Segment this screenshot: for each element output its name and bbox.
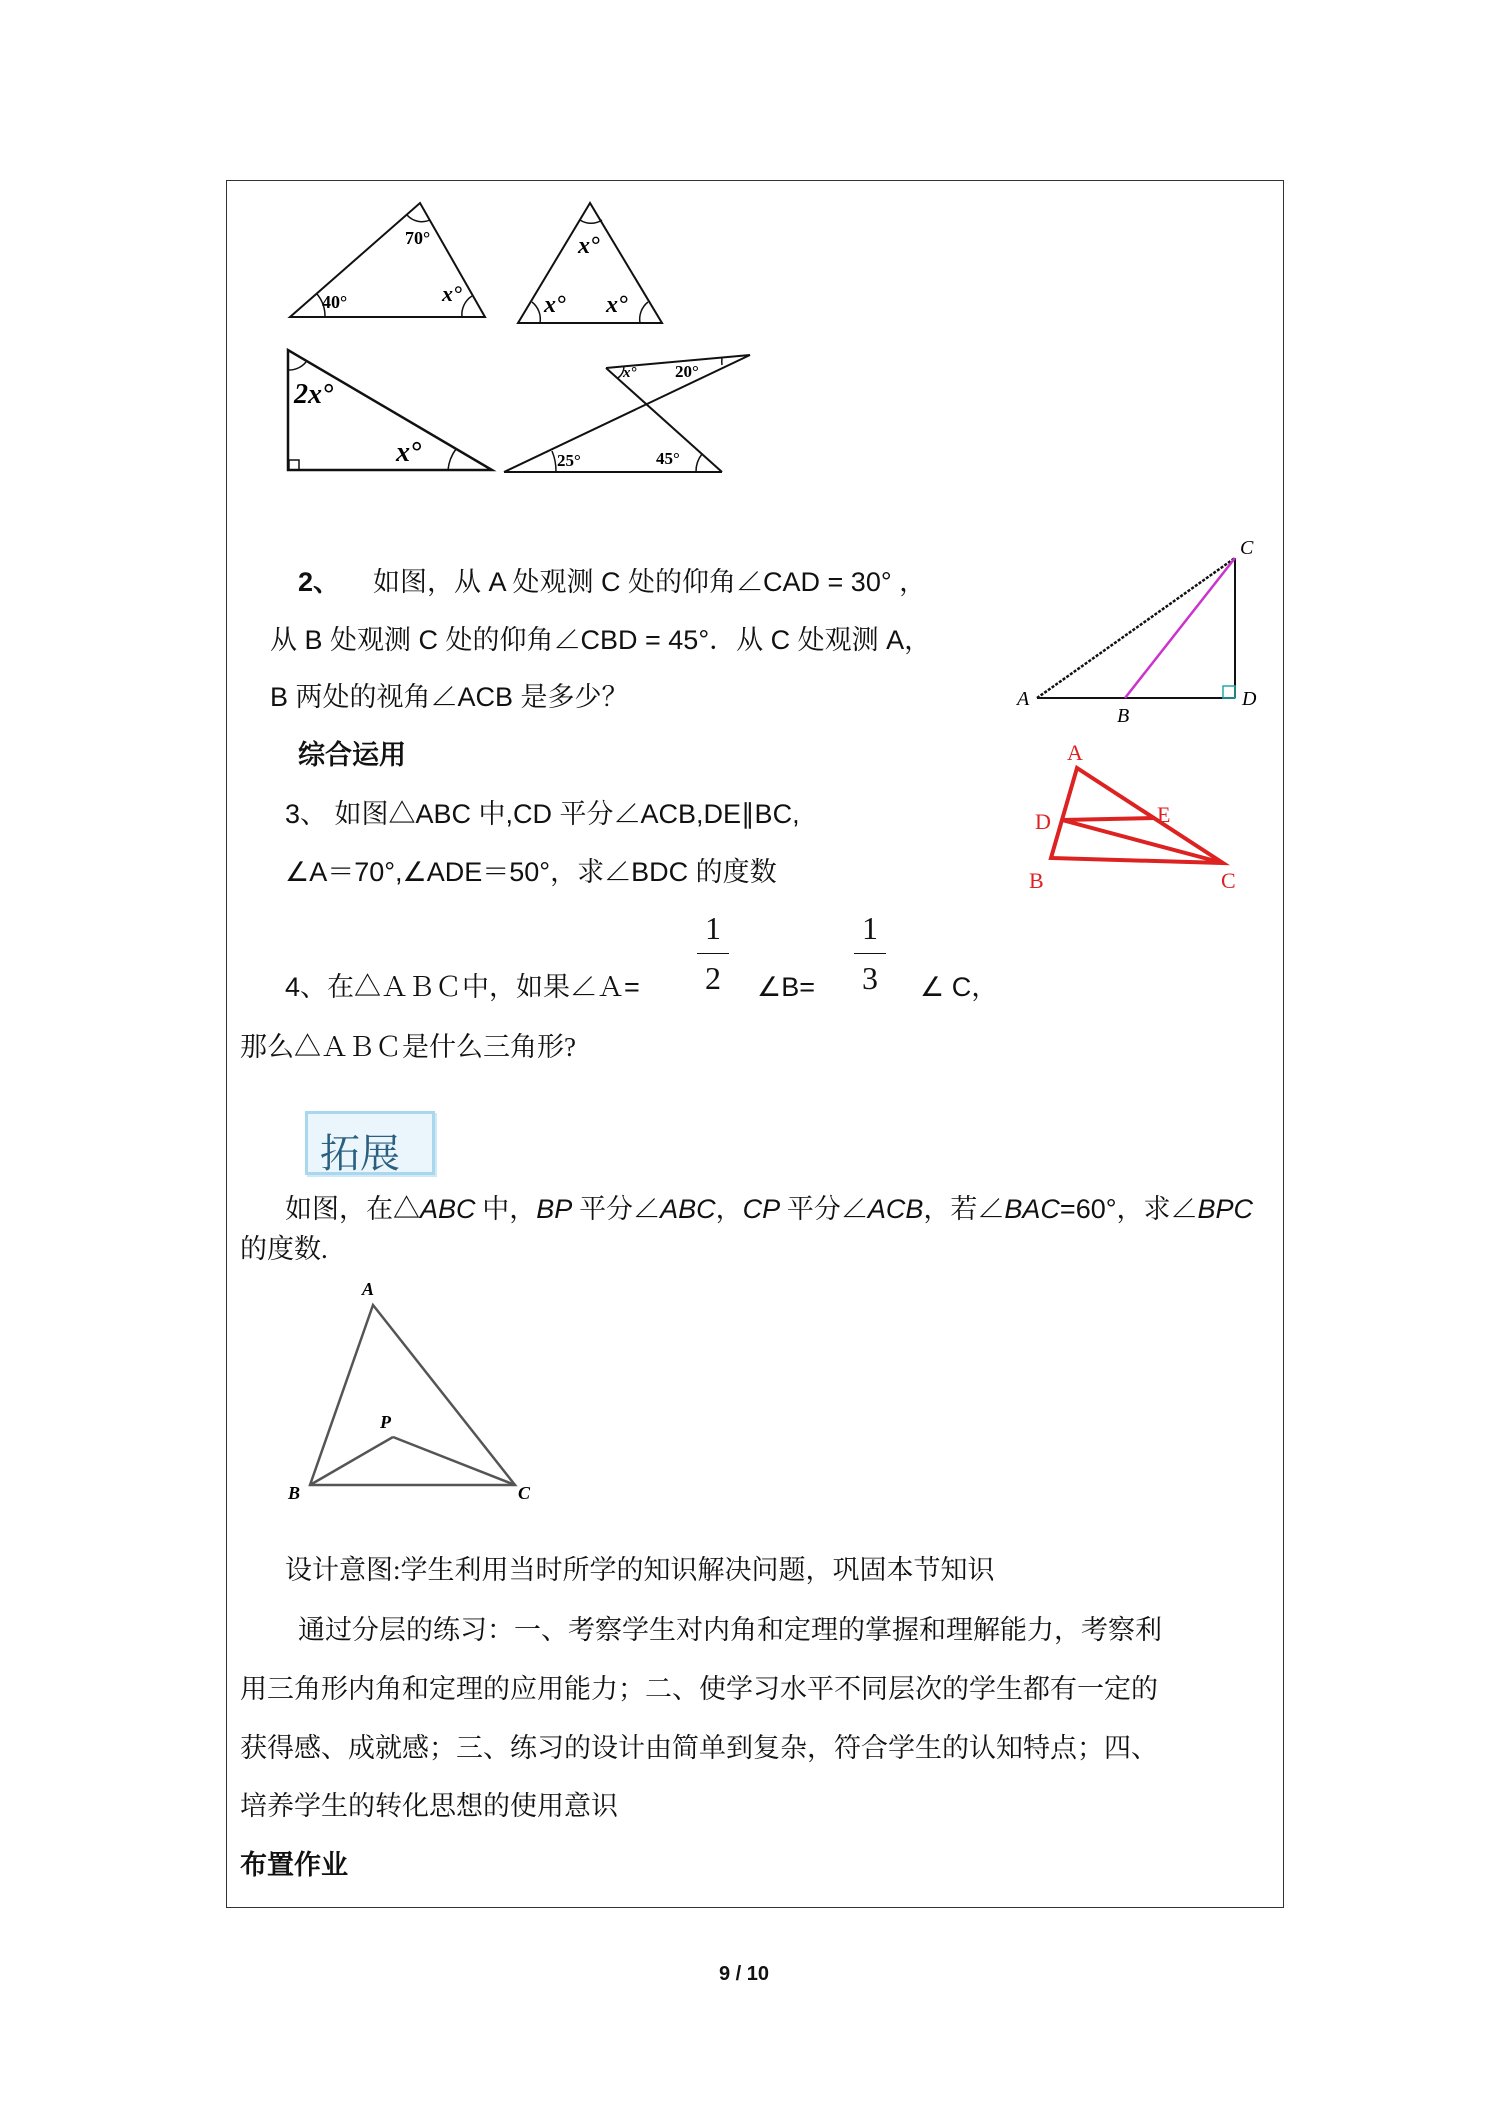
extension-badge [305, 1111, 435, 1175]
ext-text: 平分∠ [780, 1194, 868, 1224]
fraction-one-half [693, 910, 733, 997]
design-intent: 设计意图:学生利用当时所学的知识解决问题，巩固本节知识 [285, 1555, 995, 1585]
fraction-bar [854, 953, 886, 954]
label-D: D [1242, 688, 1257, 710]
label-D: D [1035, 809, 1051, 834]
ext-var: BPC [1197, 1194, 1254, 1224]
label-25: 25° [557, 451, 581, 470]
label-A: A [1067, 740, 1083, 765]
label-70: 70° [405, 228, 431, 248]
ext-text: 中， [475, 1194, 537, 1224]
q4-part3: ∠ C， [920, 972, 999, 1002]
intent-paragraph-line-2: 用三角形内角和定理的应用能力；二、使学习水平不同层次的学生都有一定的 [240, 1674, 1158, 1704]
ext-var: BP [536, 1194, 573, 1224]
section-comprehensive: 综合运用 [298, 740, 406, 770]
triangle-figure-3 [280, 345, 500, 480]
triangle-abc-red-figure [1025, 738, 1255, 898]
label-A: A [362, 1279, 375, 1299]
label-B: B [1117, 705, 1130, 725]
ext-text: =60°，求∠ [1059, 1194, 1198, 1224]
crossing-triangles-figure [500, 350, 760, 480]
label-40: 40° [322, 292, 348, 312]
label-E: E [1157, 802, 1171, 827]
ext-var: CP [742, 1194, 781, 1224]
ext-text: 如图，在△ [285, 1194, 420, 1224]
intent-paragraph-line-3: 获得感、成就感；三、练习的设计由简单到复杂，符合学生的认知特点；四、 [240, 1733, 1158, 1763]
ext-var: BAC [1004, 1194, 1060, 1224]
label-C: C [518, 1483, 531, 1503]
ext-line2: 的度数. [240, 1234, 328, 1264]
homework-heading: 布置作业 [240, 1850, 348, 1880]
elevation-angle-figure [1015, 530, 1270, 725]
label-x-top: x° [578, 233, 600, 259]
label-A: A [1017, 688, 1030, 710]
label-x-right: x° [606, 292, 628, 318]
intent-paragraph-line-4: 培养学生的转化思想的使用意识 [240, 1791, 618, 1821]
ext-text: ， [715, 1194, 743, 1224]
label-C: C [1221, 868, 1236, 893]
label-x-bottom: x° [396, 437, 422, 468]
q2-line1: 如图，从 A 处观测 C 处的仰角∠CAD = 30° ， [373, 567, 927, 597]
label-x: x° [442, 281, 462, 306]
fraction-numerator: 1 [705, 910, 721, 946]
label-B: B [1029, 868, 1044, 893]
label-C: C [1240, 537, 1254, 559]
label-B: B [288, 1483, 301, 1503]
fraction-one-third [850, 910, 890, 997]
fraction-numerator: 1 [862, 910, 878, 946]
q4-part1: 4、在△ＡＢＣ中，如果∠Ａ= [285, 972, 640, 1002]
ext-text: 平分∠ [572, 1194, 661, 1224]
q4-part2: ∠B= [757, 972, 815, 1002]
triangle-figure-2 [510, 195, 675, 330]
extension-badge-label: 拓展 [320, 1131, 400, 1177]
intent-paragraph-line-1: 通过分层的练习：一、考察学生对内角和定理的掌握和理解能力，考察利 [298, 1615, 1162, 1645]
fraction-bar [697, 953, 729, 954]
q3-line1: 3、 如图△ABC 中,CD 平分∠ACB,DE∥BC, [285, 799, 800, 829]
q2-line3: B 两处的视角∠ACB 是多少？ [270, 682, 629, 712]
q2-number: 2、 [298, 567, 341, 597]
q3-line2: ∠A＝70°,∠ADE＝50°，求∠BDC 的度数 [285, 857, 777, 887]
ext-text: ，若∠ [923, 1194, 1005, 1224]
triangle-figure-1 [280, 195, 500, 325]
label-P: P [380, 1412, 391, 1432]
fraction-denominator: 3 [862, 960, 878, 996]
ext-line1 [285, 1192, 1253, 1226]
ext-var: ACB [867, 1194, 924, 1224]
label-45: 45° [656, 449, 680, 468]
label-x-left: x° [544, 292, 566, 318]
fraction-denominator: 2 [705, 960, 721, 996]
page-number: 9 / 10 [718, 1963, 770, 1985]
label-2x: 2x° [294, 379, 334, 410]
q4-line2: 那么△ＡＢＣ是什么三角形? [240, 1032, 576, 1062]
ext-var: ABC [660, 1194, 716, 1224]
label-x-small: x° [623, 365, 637, 381]
label-20: 20° [675, 362, 699, 381]
triangle-abc-p-figure [280, 1275, 545, 1520]
q2-line2: 从 B 处观测 C 处的仰角∠CBD = 45°．从 C 处观测 A， [270, 625, 932, 655]
ext-var: ABC [420, 1194, 476, 1224]
